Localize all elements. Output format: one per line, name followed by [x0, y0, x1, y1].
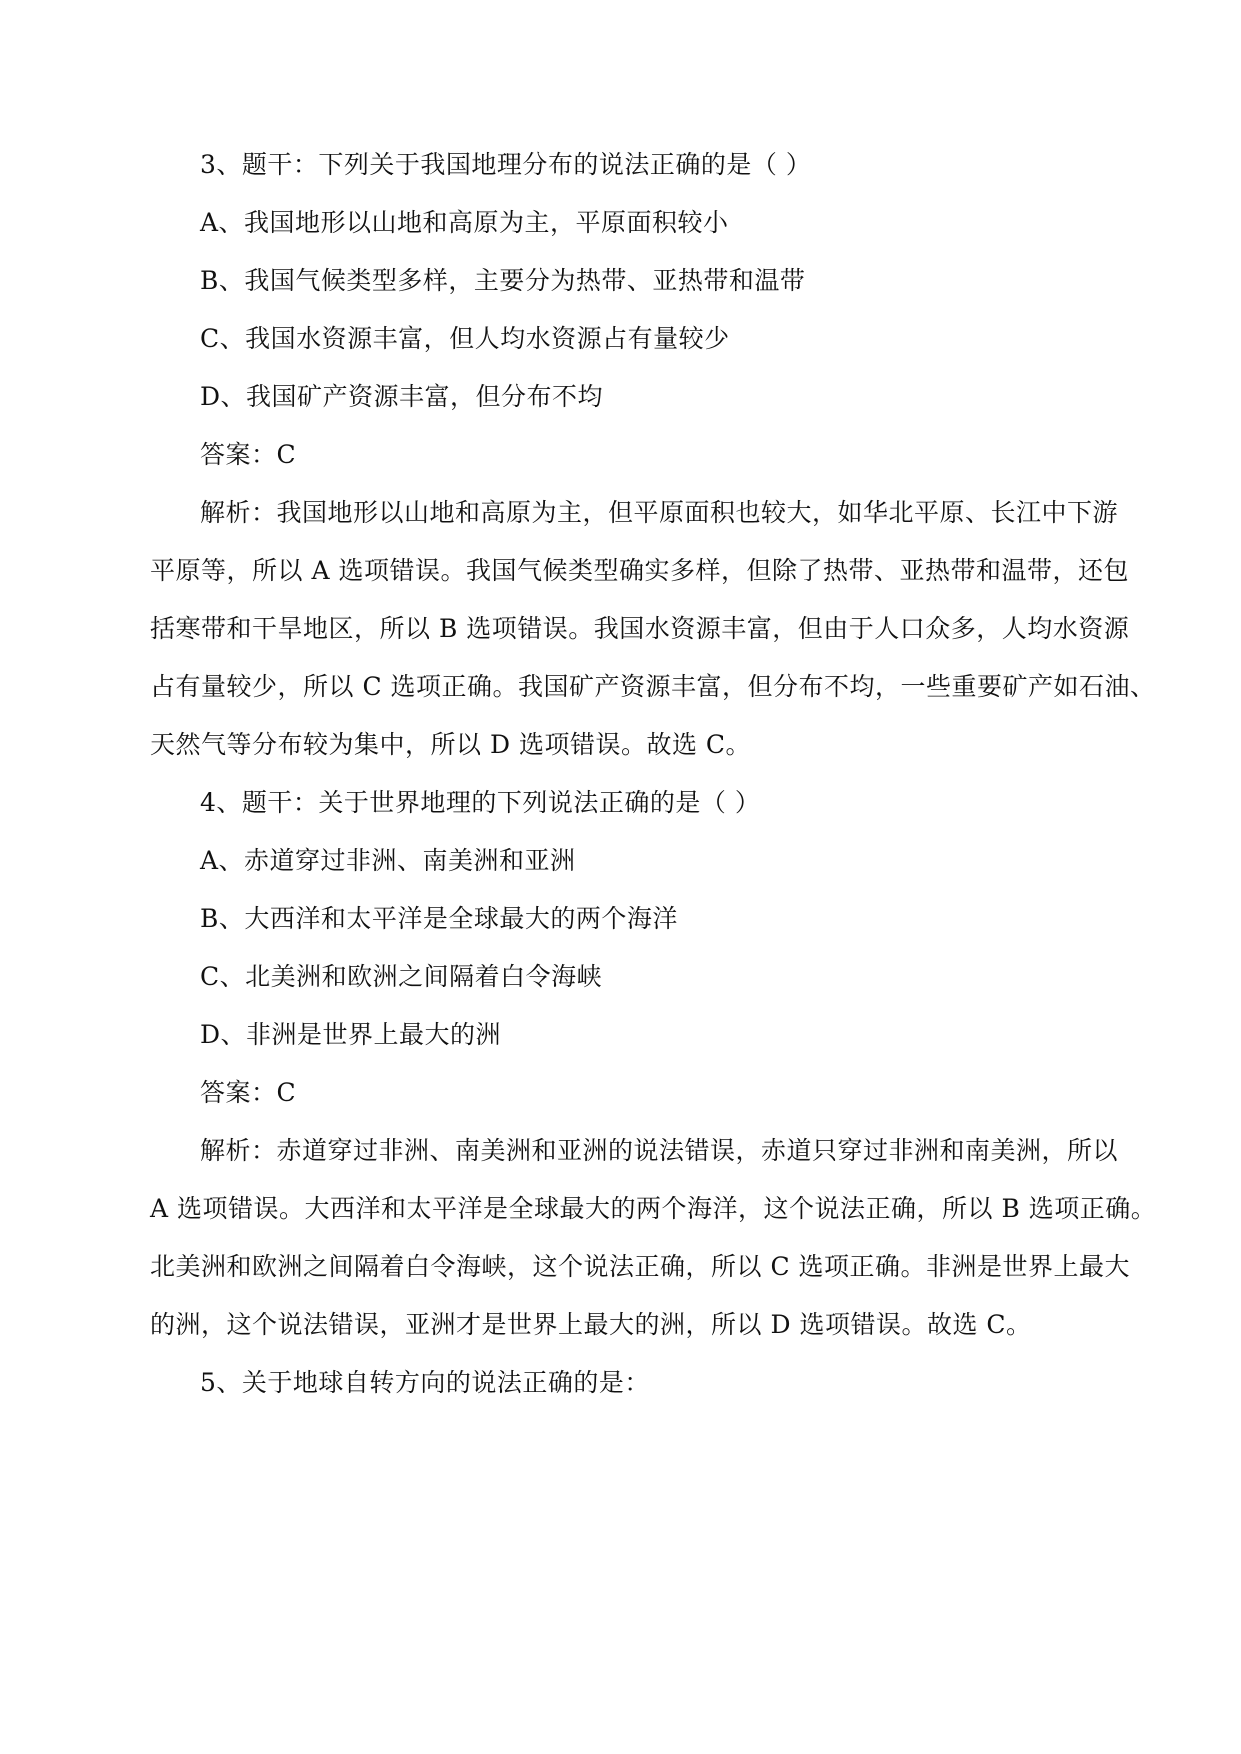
question-3-analysis-line: 占有量较少，所以 C 选项正确。我国矿产资源丰富，但分布不均，一些重要矿产如石油、 [150, 672, 1156, 701]
question-4-option-d: D、非洲是世界上最大的洲 [200, 1020, 502, 1049]
question-4-analysis-line: 北美洲和欧洲之间隔着白令海峡，这个说法正确，所以 C 选项正确。非洲是世界上最大 [150, 1252, 1131, 1281]
question-4-option-c: C、北美洲和欧洲之间隔着白令海峡 [200, 962, 603, 991]
question-3-option-d: D、我国矿产资源丰富，但分布不均 [200, 382, 604, 411]
question-4-option-b: B、大西洋和太平洋是全球最大的两个海洋 [200, 904, 678, 933]
question-4-analysis-line: 的洲，这个说法错误，亚洲才是世界上最大的洲，所以 D 选项错误。故选 C。 [150, 1310, 1032, 1339]
question-3-option-c: C、我国水资源丰富，但人均水资源占有量较少 [200, 324, 730, 353]
question-4-stem: 4、题干：关于世界地理的下列说法正确的是（ ） [200, 788, 761, 817]
question-4-analysis-line: 解析：赤道穿过非洲、南美洲和亚洲的说法错误，赤道只穿过非洲和南美洲，所以 [200, 1136, 1119, 1165]
question-3-analysis-line: 平原等，所以 A 选项错误。我国气候类型确实多样，但除了热带、亚热带和温带，还包 [150, 556, 1129, 585]
question-4-answer: 答案：C [200, 1078, 297, 1107]
question-4-analysis-line: A 选项错误。大西洋和太平洋是全球最大的两个海洋，这个说法正确，所以 B 选项正确。 [150, 1194, 1157, 1223]
question-3-answer: 答案：C [200, 440, 297, 469]
question-5-stem: 5、关于地球自转方向的说法正确的是： [200, 1368, 650, 1397]
question-3-option-a: A、我国地形以山地和高原为主，平原面积较小 [200, 208, 729, 237]
question-3-analysis-line: 括寒带和干旱地区，所以 B 选项错误。我国水资源丰富，但由于人口众多，人均水资源 [150, 614, 1130, 643]
question-3-analysis-line: 天然气等分布较为集中，所以 D 选项错误。故选 C。 [150, 730, 752, 759]
question-3-stem: 3、题干：下列关于我国地理分布的说法正确的是（ ） [200, 150, 812, 179]
question-3-option-b: B、我国气候类型多样，主要分为热带、亚热带和温带 [200, 266, 806, 295]
question-4-option-a: A、赤道穿过非洲、南美洲和亚洲 [200, 846, 576, 875]
question-3-analysis-line: 解析：我国地形以山地和高原为主，但平原面积也较大，如华北平原、长江中下游 [200, 498, 1119, 527]
